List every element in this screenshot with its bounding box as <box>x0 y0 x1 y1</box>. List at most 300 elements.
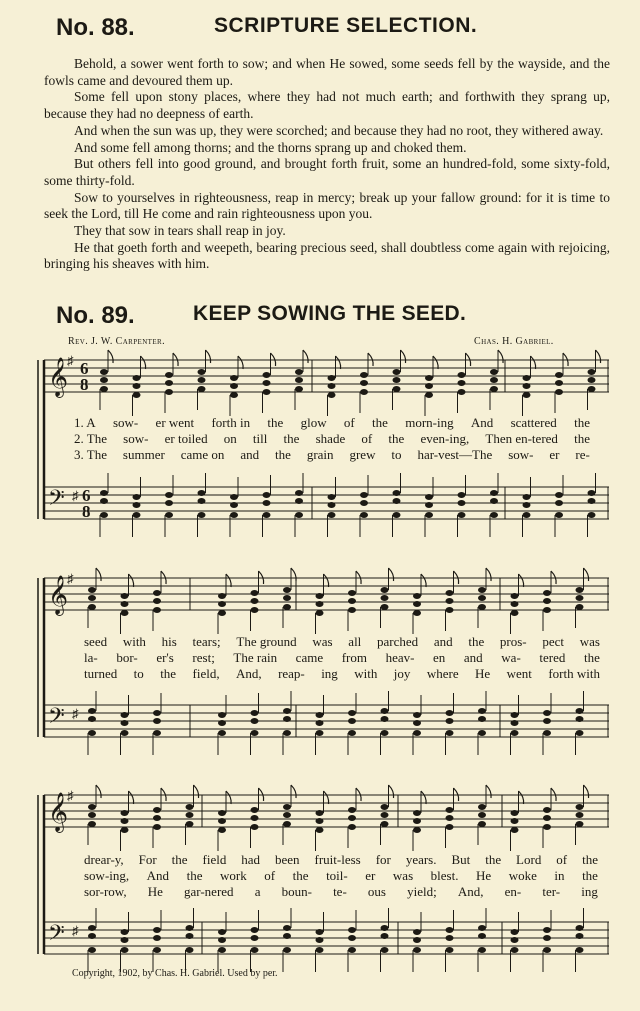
lyric-syllable: to <box>133 666 144 681</box>
note-head <box>490 512 498 518</box>
note-head <box>478 925 486 931</box>
note-head <box>316 601 324 607</box>
note-head <box>446 730 454 736</box>
note-head <box>543 598 551 604</box>
note-head <box>316 947 324 953</box>
note-head <box>316 712 324 718</box>
lyric-syllable: was <box>392 868 414 883</box>
note-flag <box>129 574 134 587</box>
note-head <box>165 372 173 378</box>
note-head <box>283 730 291 736</box>
note-head <box>478 821 486 827</box>
note-head <box>393 512 401 518</box>
note-head <box>230 512 238 518</box>
note-flag <box>498 350 503 363</box>
note-flag <box>519 574 524 587</box>
note-head <box>218 593 226 599</box>
note-head <box>478 716 486 722</box>
note-head <box>348 718 356 724</box>
lyric-syllable: pros- <box>499 634 527 649</box>
note-head <box>251 718 259 724</box>
lyric-syllable: sow- <box>112 415 139 430</box>
note-head <box>413 810 421 816</box>
bass-clef: 𝄢 <box>48 486 65 515</box>
note-head <box>153 807 161 813</box>
note-flag <box>486 568 491 581</box>
note-head <box>511 929 519 935</box>
note-head <box>263 492 271 498</box>
note-head <box>295 377 303 383</box>
treble-clef: 𝄞 <box>48 577 69 614</box>
note-head <box>446 590 454 596</box>
note-head <box>295 369 303 375</box>
section-title-88: SCRIPTURE SELECTION. <box>214 14 478 37</box>
note-head <box>328 512 336 518</box>
note-head <box>511 810 519 816</box>
note-head <box>543 935 551 941</box>
note-head <box>348 590 356 596</box>
note-head <box>523 512 531 518</box>
note-head <box>283 947 291 953</box>
note-head <box>576 804 584 810</box>
lyric-syllable: ter- <box>542 884 561 899</box>
lyric-syllable: summer <box>122 447 165 462</box>
note-head <box>393 369 401 375</box>
note-head <box>511 937 519 943</box>
note-head <box>458 372 466 378</box>
lyric-syllable: went <box>506 666 532 681</box>
lyric-syllable: the <box>582 852 598 867</box>
note-head <box>511 730 519 736</box>
note-head <box>458 500 466 506</box>
lyric-syllable: ing <box>321 666 338 681</box>
note-head <box>133 502 141 508</box>
lyric-syllable: his <box>161 634 177 649</box>
note-head <box>283 604 291 610</box>
lyrics-system-3 <box>84 852 598 900</box>
note-head <box>316 730 324 736</box>
lyric-syllable: the <box>574 415 590 430</box>
note-head <box>121 601 129 607</box>
note-head <box>413 818 421 824</box>
note-flag <box>486 785 491 798</box>
note-head <box>588 377 596 383</box>
note-flag <box>141 356 146 369</box>
note-head <box>283 595 291 601</box>
note-head <box>328 494 336 500</box>
note-head <box>218 929 226 935</box>
note-head <box>88 708 96 714</box>
note-head <box>360 380 368 386</box>
note-head <box>543 710 551 716</box>
note-head <box>446 935 454 941</box>
note-head <box>348 607 356 613</box>
time-signature-digit: 6 <box>82 486 91 505</box>
lyric-syllable: a <box>254 884 261 899</box>
note-head <box>263 389 271 395</box>
note-head <box>283 821 291 827</box>
note-flag <box>584 568 589 581</box>
note-head <box>263 512 271 518</box>
note-head <box>490 369 498 375</box>
note-head <box>121 818 129 824</box>
lyric-syllable: with <box>122 634 146 649</box>
note-head <box>478 604 486 610</box>
lyric-syllable: wa- <box>501 650 521 665</box>
note-head <box>316 818 324 824</box>
note-flag <box>108 350 113 363</box>
note-head <box>186 812 194 818</box>
note-head <box>458 512 466 518</box>
note-head <box>133 392 141 398</box>
lyric-syllable: forth in <box>211 415 251 430</box>
note-head <box>218 610 226 616</box>
lyric-syllable: with <box>354 666 378 681</box>
lyric-line <box>74 447 590 463</box>
note-flag <box>421 574 426 587</box>
note-head <box>348 730 356 736</box>
author-credit: Rev. J. W. Carpenter. <box>68 336 165 347</box>
note-head <box>251 935 259 941</box>
sharp-key-signature: ♯ <box>67 353 74 368</box>
note-flag <box>226 574 231 587</box>
note-head <box>88 604 96 610</box>
lyric-syllable: er <box>549 447 560 462</box>
note-head <box>283 812 291 818</box>
lyric-syllable: For <box>138 852 157 867</box>
note-head <box>230 502 238 508</box>
note-head <box>230 383 238 389</box>
lyric-syllable: ous <box>367 884 386 899</box>
note-head <box>381 730 389 736</box>
note-head <box>348 598 356 604</box>
lyric-syllable: re- <box>575 447 590 462</box>
note-head <box>381 821 389 827</box>
note-head <box>478 730 486 736</box>
note-head <box>523 392 531 398</box>
lyric-syllable: of <box>343 415 355 430</box>
note-head <box>328 502 336 508</box>
lyric-syllable: Then en-tered <box>485 431 558 446</box>
lyric-syllable: for <box>375 852 391 867</box>
note-head <box>121 947 129 953</box>
scripture-paragraph: But others fell into good ground, and brought forth fruit, some an hundred-fold, some sixty-fold, some thirty-fold. <box>44 156 610 188</box>
note-flag <box>433 356 438 369</box>
lyric-syllable: He <box>476 868 492 883</box>
note-head <box>153 730 161 736</box>
lyric-syllable: toil- <box>326 868 348 883</box>
note-head <box>413 720 421 726</box>
lyric-syllable: in <box>554 868 565 883</box>
note-flag <box>96 785 101 798</box>
note-head <box>511 818 519 824</box>
lyric-line <box>84 884 598 900</box>
lyric-syllable: gar-nered <box>184 884 234 899</box>
lyric-syllable: turned <box>84 666 118 681</box>
note-head <box>121 610 129 616</box>
lyric-syllable: till <box>252 431 268 446</box>
note-head <box>511 601 519 607</box>
note-head <box>230 494 238 500</box>
note-flag <box>421 791 426 804</box>
note-head <box>543 824 551 830</box>
note-head <box>511 827 519 833</box>
note-flag <box>194 785 199 798</box>
note-head <box>316 610 324 616</box>
sharp-key-signature: ♯ <box>67 788 74 803</box>
note-head <box>153 607 161 613</box>
note-head <box>413 937 421 943</box>
note-head <box>425 502 433 508</box>
note-head <box>153 824 161 830</box>
lyric-syllable: came <box>295 650 324 665</box>
note-head <box>218 720 226 726</box>
note-head <box>295 498 303 504</box>
note-head <box>121 929 129 935</box>
lyric-syllable: the <box>283 431 300 446</box>
note-head <box>186 925 194 931</box>
note-head <box>393 386 401 392</box>
lyric-syllable: shade <box>315 431 346 446</box>
note-head <box>283 708 291 714</box>
bass-clef: 𝄢 <box>48 921 65 950</box>
lyric-syllable: the <box>186 868 203 883</box>
note-flag <box>596 350 601 363</box>
note-head <box>523 383 531 389</box>
note-head <box>381 595 389 601</box>
note-head <box>413 610 421 616</box>
lyric-syllable: en <box>433 650 446 665</box>
note-head <box>100 490 108 496</box>
lyric-syllable: joy <box>393 666 411 681</box>
note-head <box>230 375 238 381</box>
lyric-syllable: reap- <box>278 666 305 681</box>
lyric-syllable: been <box>275 852 300 867</box>
lyric-syllable: the <box>372 415 388 430</box>
note-head <box>576 595 584 601</box>
note-head <box>446 710 454 716</box>
note-head <box>133 494 141 500</box>
note-head <box>393 377 401 383</box>
lyric-syllable: the <box>275 447 291 462</box>
note-head <box>523 494 531 500</box>
note-head <box>511 947 519 953</box>
note-head <box>348 927 356 933</box>
note-flag <box>401 350 406 363</box>
note-head <box>198 369 206 375</box>
note-head <box>588 369 596 375</box>
lyric-syllable: 3. The <box>74 447 107 462</box>
note-head <box>121 730 129 736</box>
note-head <box>100 369 108 375</box>
note-head <box>555 492 563 498</box>
sharp-key-signature: ♯ <box>67 571 74 586</box>
note-head <box>478 587 486 593</box>
note-head <box>555 500 563 506</box>
note-flag <box>206 350 211 363</box>
note-flag <box>389 568 394 581</box>
note-head <box>446 815 454 821</box>
note-head <box>133 512 141 518</box>
lyric-syllable: And, <box>236 666 262 681</box>
lyric-syllable: er went <box>155 415 195 430</box>
lyric-syllable: bor- <box>116 650 138 665</box>
note-head <box>100 512 108 518</box>
time-signature-digit: 6 <box>80 359 89 378</box>
note-head <box>478 804 486 810</box>
lyric-line <box>84 634 600 650</box>
note-head <box>381 708 389 714</box>
note-head <box>588 490 596 496</box>
note-head <box>328 375 336 381</box>
lyric-syllable: field, <box>192 666 220 681</box>
lyric-syllable: came on <box>180 447 225 462</box>
note-head <box>446 824 454 830</box>
note-head <box>523 375 531 381</box>
note-head <box>446 607 454 613</box>
lyric-syllable: blest. <box>430 868 459 883</box>
note-head <box>88 925 96 931</box>
lyric-syllable: sow- <box>508 447 534 462</box>
lyric-syllable: er toiled <box>164 431 208 446</box>
lyric-syllable: scattered <box>510 415 557 430</box>
lyric-syllable: morn-ing <box>405 415 454 430</box>
note-head <box>283 925 291 931</box>
note-head <box>100 386 108 392</box>
time-signature-digit: 8 <box>82 502 91 521</box>
note-head <box>283 587 291 593</box>
note-head <box>121 810 129 816</box>
note-head <box>100 498 108 504</box>
note-head <box>263 372 271 378</box>
note-head <box>543 607 551 613</box>
lyric-syllable: field <box>202 852 227 867</box>
note-head <box>348 935 356 941</box>
lyrics-system-2 <box>84 634 600 682</box>
note-head <box>490 490 498 496</box>
note-head <box>425 392 433 398</box>
lyric-syllable: of <box>361 431 373 446</box>
note-head <box>295 512 303 518</box>
note-head <box>218 712 226 718</box>
note-head <box>251 590 259 596</box>
note-head <box>446 807 454 813</box>
note-head <box>316 827 324 833</box>
note-head <box>348 824 356 830</box>
note-head <box>88 716 96 722</box>
bass-clef: 𝄢 <box>48 704 65 733</box>
note-head <box>121 937 129 943</box>
time-signature-digit: 8 <box>80 375 89 394</box>
note-head <box>153 935 161 941</box>
lyric-syllable: And <box>146 868 170 883</box>
hymn-number-89: No. 89. <box>56 302 135 329</box>
note-flag <box>96 568 101 581</box>
note-head <box>88 730 96 736</box>
note-head <box>316 937 324 943</box>
lyric-syllable: sow-ing, <box>84 868 130 883</box>
note-head <box>251 607 259 613</box>
note-head <box>413 730 421 736</box>
note-head <box>425 383 433 389</box>
lyric-syllable: where <box>426 666 459 681</box>
note-flag <box>519 791 524 804</box>
note-head <box>446 598 454 604</box>
lyric-line <box>74 431 590 447</box>
note-head <box>153 718 161 724</box>
note-head <box>88 933 96 939</box>
note-head <box>446 927 454 933</box>
note-head <box>576 925 584 931</box>
note-head <box>251 947 259 953</box>
note-head <box>186 947 194 953</box>
lyric-syllable: seed <box>84 634 108 649</box>
note-flag <box>226 791 231 804</box>
note-head <box>511 610 519 616</box>
note-head <box>218 730 226 736</box>
note-head <box>588 512 596 518</box>
note-head <box>576 933 584 939</box>
note-head <box>186 821 194 827</box>
note-head <box>283 716 291 722</box>
lyric-syllable: pect <box>542 634 564 649</box>
lyric-syllable: He <box>147 884 163 899</box>
note-head <box>328 392 336 398</box>
note-head <box>198 377 206 383</box>
hymn-title-89: KEEP SOWING THE SEED. <box>193 302 467 325</box>
note-head <box>121 712 129 718</box>
note-head <box>425 512 433 518</box>
note-head <box>121 720 129 726</box>
treble-clef: 𝄞 <box>48 794 69 831</box>
lyric-line <box>84 650 600 666</box>
scripture-paragraph: Behold, a sower went forth to sow; and when He sowed, some seeds fell by the wayside, and the fowls came and devoured them up. <box>44 56 610 88</box>
lyric-syllable: parched <box>377 634 419 649</box>
scripture-paragraph: And some fell among thorns; and the thorns sprang up and choked them. <box>74 139 467 155</box>
note-head <box>283 804 291 810</box>
lyric-syllable: drear-y, <box>84 852 124 867</box>
note-flag <box>324 791 329 804</box>
note-head <box>198 498 206 504</box>
lyric-syllable: la- <box>84 650 98 665</box>
note-head <box>543 590 551 596</box>
lyric-syllable: er's <box>156 650 174 665</box>
note-head <box>425 375 433 381</box>
note-head <box>576 947 584 953</box>
note-head <box>165 512 173 518</box>
lyric-syllable: The rain <box>233 650 278 665</box>
lyric-syllable: 2. The <box>74 431 107 446</box>
note-head <box>165 380 173 386</box>
note-head <box>458 492 466 498</box>
note-head <box>588 386 596 392</box>
note-head <box>555 389 563 395</box>
note-head <box>381 925 389 931</box>
note-flag <box>336 356 341 369</box>
sharp-key-signature: ♯ <box>72 923 79 938</box>
sharp-key-signature: ♯ <box>72 488 79 503</box>
note-head <box>360 512 368 518</box>
note-head <box>153 598 161 604</box>
note-head <box>511 593 519 599</box>
note-head <box>348 815 356 821</box>
note-head <box>381 604 389 610</box>
note-head <box>478 933 486 939</box>
note-head <box>381 804 389 810</box>
note-head <box>251 807 259 813</box>
scripture-paragraph: They that sow in tears shall reap in joy. <box>74 223 286 239</box>
note-head <box>153 590 161 596</box>
